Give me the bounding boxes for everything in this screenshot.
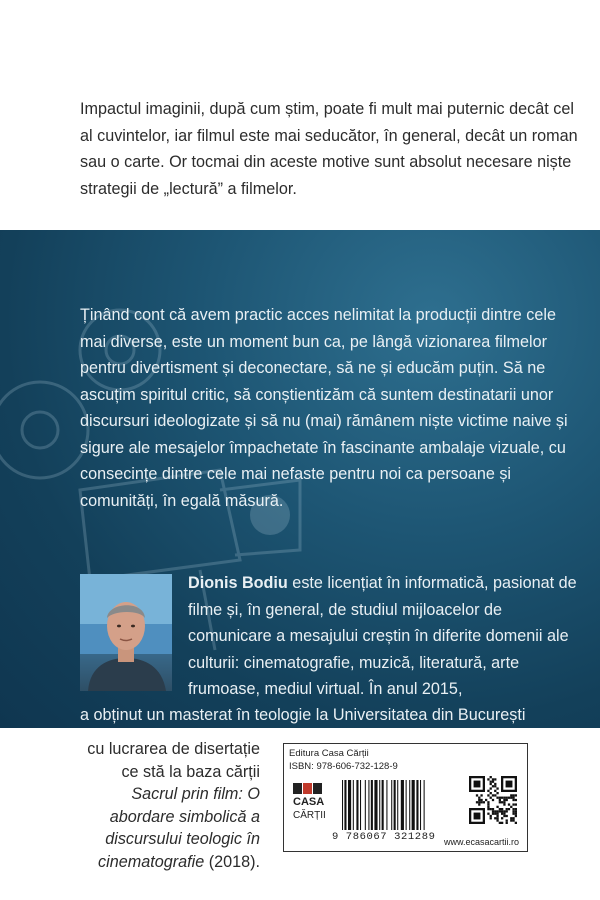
- logo-text-top: CASA: [293, 796, 325, 808]
- imprint-box: [283, 743, 528, 852]
- blue-panel: [0, 230, 600, 728]
- book-year: (2018).: [204, 852, 260, 871]
- book-title: Sacrul prin film: O abordare simbolică a discursului teologic în cinematografie: [98, 785, 260, 871]
- website-url: www.ecasacartii.ro: [443, 837, 519, 847]
- author-name: Dionis Bodiu: [188, 574, 288, 592]
- bio-continuation: cu lucrarea de disertație ce stă la baza cărții: [87, 740, 260, 781]
- author-bio-wide-line: a obținut un masterat în teologie la Universitatea din București: [80, 706, 526, 724]
- main-paragraph: Ținând cont că avem practic acces nelimitat la producții dintre cele mai diverse, este un moment bun ca, pe lângă vizionarea filmelor pentru divertisment și deconectare, să ne și educăm puțin. Să ne ascuțim spiritul critic, să conștientizăm că suntem destinatarii unor discursuri ideologizate și să nu (mai) rămânem niște victime naive și sigure ale mesajelor împachetate în fascinante ambalaje vizuale, cu consecințe dintre cele mai nefaste pentru noi ca persoane și comunități, în egală măsură.: [80, 306, 568, 510]
- isbn-line: ISBN: 978-606-732-128-9: [289, 761, 398, 772]
- barcode: [340, 780, 460, 832]
- author-photo: [80, 574, 172, 691]
- barcode-number: 9 786067 321289: [332, 831, 436, 843]
- intro-paragraph: Impactul imaginii, după cum știm, poate fi mult mai puternic decât cel al cuvintelor, iar filmul este mai seducător, în general, decât un roman sau o carte. Or tocmai din aceste motive sunt absolut necesare niște strategii de „lectură” a filmelor.: [80, 100, 578, 198]
- author-bio-top: [188, 570, 583, 703]
- logo-text-bottom: CĂRȚII: [293, 810, 326, 821]
- publisher-logo: [291, 781, 331, 831]
- qr-code: [469, 776, 517, 824]
- author-bio-text: este licențiat în informatică, pasionat de filme și, în general, de studiul mijloacelor de comunicare a mesajului creștin în diferite domenii ale culturii: cinematografie, muzică, literatură, arte frumoase, mediul virtual. În anul 2015,: [188, 574, 577, 698]
- publisher-line: Editura Casa Cărții: [289, 748, 369, 759]
- author-bio-bottom: [80, 738, 260, 874]
